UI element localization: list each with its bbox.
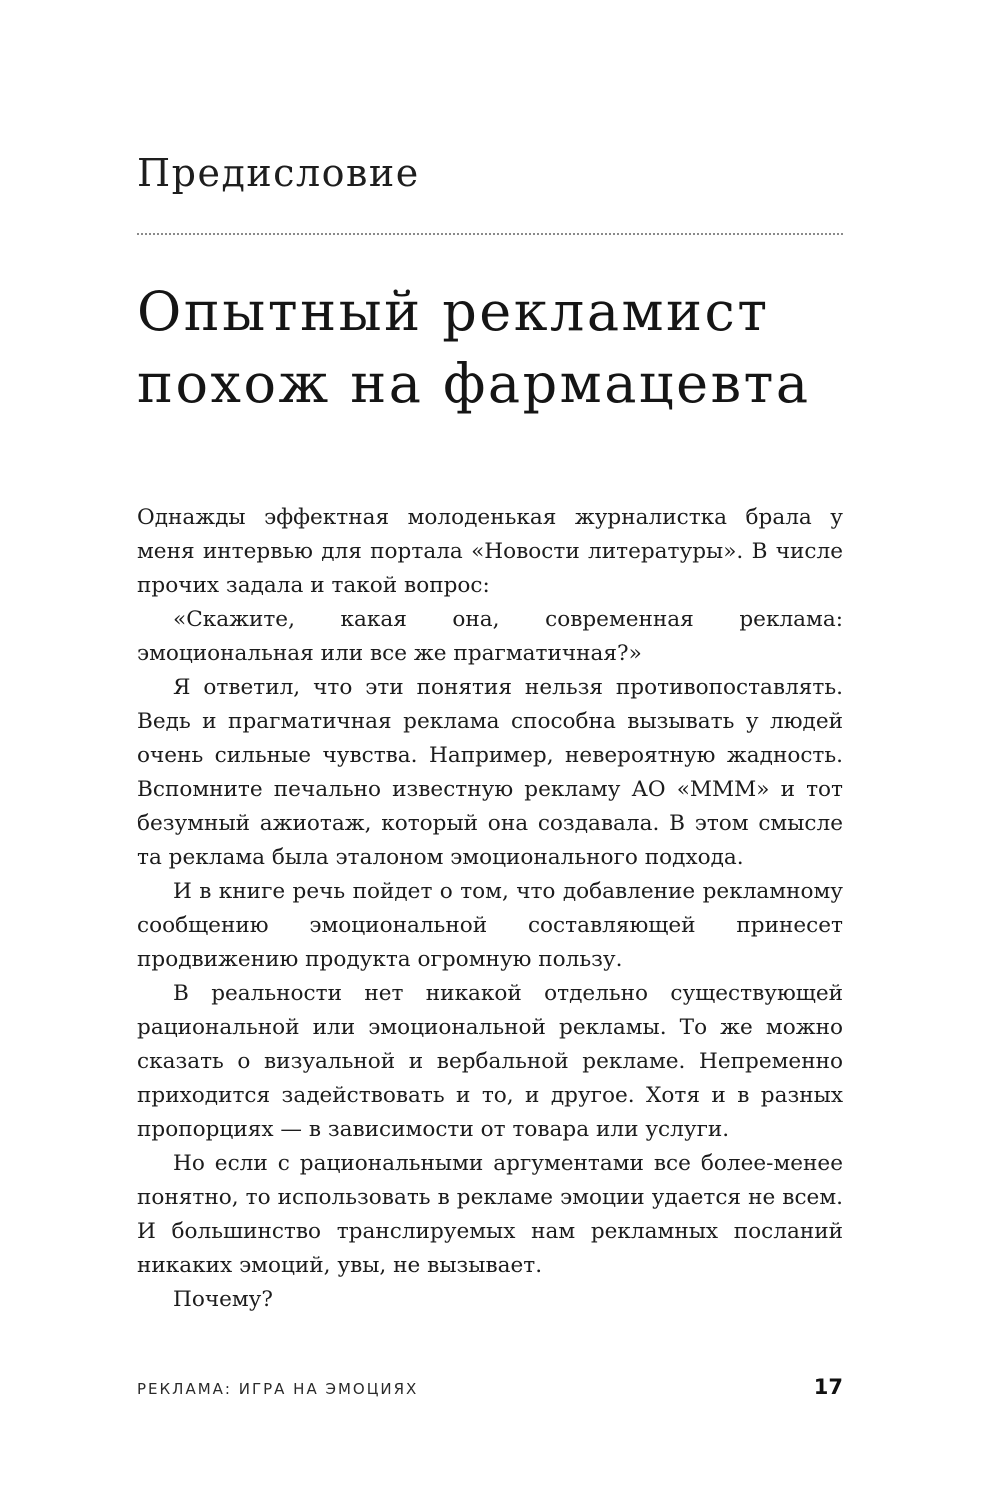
chapter-title-line-1: Опытный рекламист [137,280,770,343]
chapter-title [137,276,857,420]
body-text [137,501,843,1317]
chapter-title-line-2: похож на фармацевта [137,352,811,415]
paragraph: И в книге речь пойдет о том, что добавление рекламному сообщению эмоциональной составляющей принесет продвижению продукта огромную пользу. [137,879,843,972]
paragraph: Почему? [173,1287,273,1312]
paragraph: Но если с рациональными аргументами все более-менее понятно, то использовать в рекламе эмоции удается не всем. И большинство транслируемых нам рекламных посланий никаких эмоций, увы, не вызывает. [137,1151,843,1278]
section-label: Предисловие [137,151,420,195]
paragraph: Однажды эффектная молоденькая журналистка брала у меня интервью для портала «Новости литературы». В числе прочих задала и такой вопрос: [137,505,843,598]
dotted-divider [137,233,843,235]
page-number: 17 [813,1375,843,1399]
paragraph: Я ответил, что эти понятия нельзя противопоставлять. Ведь и прагматичная реклама способна вызывать у людей очень сильные чувства. Например, невероятную жадность. Вспомните печально известную рекламу АО «МММ» и тот безумный ажиотаж, который она создавала. В этом смысле та реклама была эталоном эмоционального подхода. [137,675,843,870]
paragraph: «Скажите, какая она, современная реклама: эмоциональная или все же прагматичная?» [137,607,843,666]
running-footer-title: РЕКЛАМА: ИГРА НА ЭМОЦИЯХ [137,1380,419,1398]
paragraph: В реальности нет никакой отдельно существующей рациональной или эмоциональной рекламы. То же можно сказать о визуальной и вербальной рекламе. Непременно приходится задействовать и то, и другое. Хотя и в разных пропорциях — в зависимости от товара или услуги. [137,981,843,1142]
